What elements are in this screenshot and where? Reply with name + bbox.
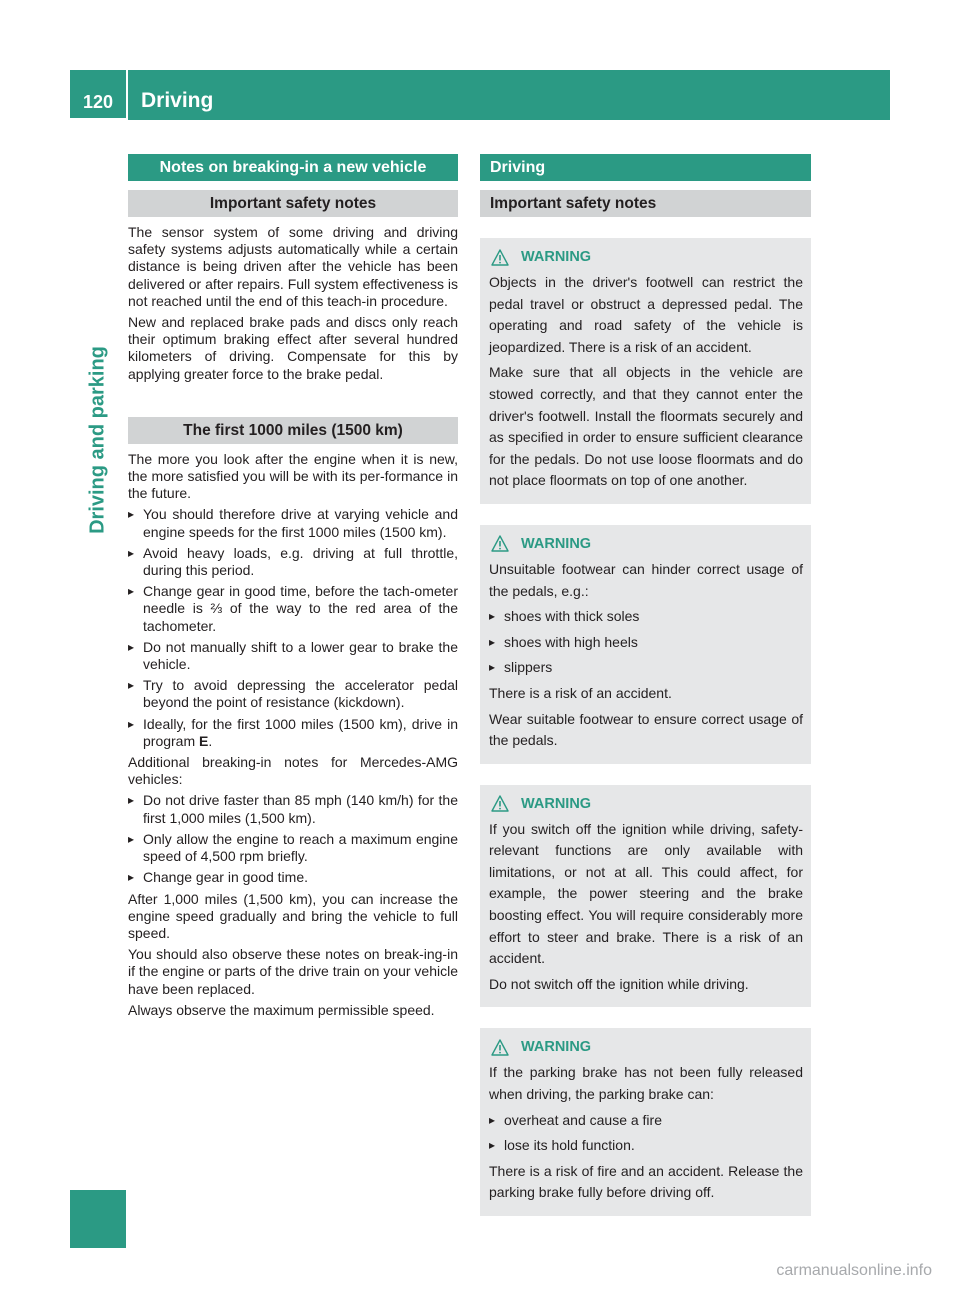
list-item: ▸ Try to avoid depressing the accelerator pedal beyond the point of resistance (kickdown). <box>128 677 458 711</box>
bullet-list-amg <box>128 792 458 886</box>
list-item-end: . <box>208 732 213 749</box>
paragraph: The more you look after the engine when it is new, the more satisfied you will be with its per-formance in the future. <box>128 450 458 502</box>
list-item: ▸ Only allow the engine to reach a maximum engine speed of 4,500 rpm briefly. <box>128 831 458 865</box>
list-item: ▸ slippers <box>489 657 803 679</box>
paragraph: You should also observe these notes on break-ing-in if the engine or parts of the drive train on your vehicle have been replaced. <box>128 946 458 997</box>
list-item-text: Ideally, for the first 1000 miles (1500 km), drive in program <box>143 715 458 749</box>
chapter-title: Driving <box>141 89 214 112</box>
paragraph: Always observe the maximum permissible speed. <box>128 1001 435 1018</box>
section-heading-driving: Driving <box>480 154 811 181</box>
warning-label: WARNING <box>521 1039 592 1056</box>
warning-label: WARNING <box>521 795 592 812</box>
side-thumb-marker <box>70 1190 126 1248</box>
list-item: ▸ Do not drive faster than 85 mph (140 km/h) for the first 1,000 miles (1,500 km). <box>128 792 458 826</box>
warning-label: WARNING <box>521 249 592 265</box>
paragraph: Objects in the driver's footwell can restrict the pedal travel or obstruct a depressed pedal. The operating and road safety of the vehicle is jeopardized. There is a risk of an accident. <box>489 274 803 355</box>
paragraph: Wear suitable footwear to ensure correct usage of the pedals. <box>489 710 803 749</box>
subheading-safety-notes: Important safety notes <box>128 190 458 217</box>
header-divider <box>126 70 128 120</box>
paragraph: If the parking brake has not been fully released when driving, the parking brake can: <box>489 1064 803 1103</box>
paragraph: Additional breaking-in notes for Mercedes-AMG vehicles: <box>128 754 458 788</box>
section-heading-breaking-in: Notes on breaking-in a new vehicle <box>128 154 458 181</box>
warning-triangle-icon <box>491 795 509 812</box>
warning-label: WARNING <box>521 535 592 552</box>
left-column <box>128 154 458 1023</box>
list-item: ▸ Change gear in good time, before the tach-ometer needle is ⅔ of the way to the red area of the tachometer. <box>128 583 458 635</box>
warning-triangle-icon <box>491 535 509 552</box>
warning-triangle-icon <box>491 249 509 266</box>
warning-box-footwell <box>480 238 811 504</box>
warning-title <box>489 1037 803 1057</box>
list-item: ▸ Avoid heavy loads, e.g. driving at full throttle, during this period. <box>128 545 458 579</box>
warning-title <box>489 794 803 814</box>
warning-box-parking-brake <box>480 1028 811 1216</box>
bullet-list <box>128 506 458 750</box>
warning-box-ignition <box>480 785 811 1008</box>
list-item: ▸ shoes with thick soles <box>489 606 803 628</box>
paragraph: The sensor system of some driving and driving safety systems adjusts automatically while a certain distance is being driven after the vehicle has been delivered or after repairs. Full system effectiveness is not reached until the end of this teach-in procedure. <box>128 224 458 309</box>
paragraph: New and replaced brake pads and discs only reach their optimum braking effect after several hundred kilometers of driving. Compensate for this by applying greater force to the brake pedal. <box>128 314 458 382</box>
side-chapter-label: Driving and parking <box>86 346 109 534</box>
paragraph: There is a risk of an accident. <box>489 684 672 701</box>
watermark: carmanualsonline.info <box>776 1262 932 1279</box>
warning-box-footwear <box>480 525 811 764</box>
paragraph: There is a risk of fire and an accident. Release the parking brake fully before driving off. <box>489 1162 803 1201</box>
page-number: 120 <box>82 92 114 112</box>
list-item: ▸ overheat and cause a fire <box>489 1110 803 1132</box>
warning-title <box>489 534 803 554</box>
side-tab <box>70 118 126 1248</box>
subheading-safety-notes: Important safety notes <box>480 190 811 217</box>
list-item: ▸ Do not manually shift to a lower gear to brake the vehicle. <box>128 639 458 673</box>
list-item: ▸ You should therefore drive at varying vehicle and engine speeds for the first 1000 miles (1500 km). <box>128 506 458 540</box>
paragraph: Unsuitable footwear can hinder correct usage of the pedals, e.g.: <box>489 560 803 599</box>
paragraph: Make sure that all objects in the vehicle are stowed correctly, and that they cannot enter the driver's footwell. Install the floormats securely and as specified in order to ensure sufficient clearance for the pedals. Do not use loose floormats and do not place floormats on top of one another. <box>489 364 803 489</box>
right-column <box>480 154 811 1237</box>
list-item: ▸ lose its hold function. <box>489 1135 803 1157</box>
list-item: ▸ Change gear in good time. <box>128 869 458 886</box>
list-item <box>128 716 458 750</box>
program-mode: E <box>199 732 209 749</box>
subheading-first-miles: The first 1000 miles (1500 km) <box>128 417 458 444</box>
bullet-list <box>489 1110 803 1157</box>
paragraph: After 1,000 miles (1,500 km), you can increase the engine speed gradually and bring the vehicle to full speed. <box>128 890 458 941</box>
bullet-list <box>489 606 803 679</box>
paragraph: Do not switch off the ignition while driving. <box>489 975 749 992</box>
warning-title <box>489 247 803 267</box>
list-item: ▸ shoes with high heels <box>489 632 803 654</box>
warning-triangle-icon <box>491 1039 509 1056</box>
paragraph: If you switch off the ignition while driving, safety-relevant functions are only available with limitations, or not at all. This could affect, for example, the power steering and the brake boosting effect. You will require considerably more effort to steer and brake. There is a risk of an accident. <box>489 820 803 967</box>
